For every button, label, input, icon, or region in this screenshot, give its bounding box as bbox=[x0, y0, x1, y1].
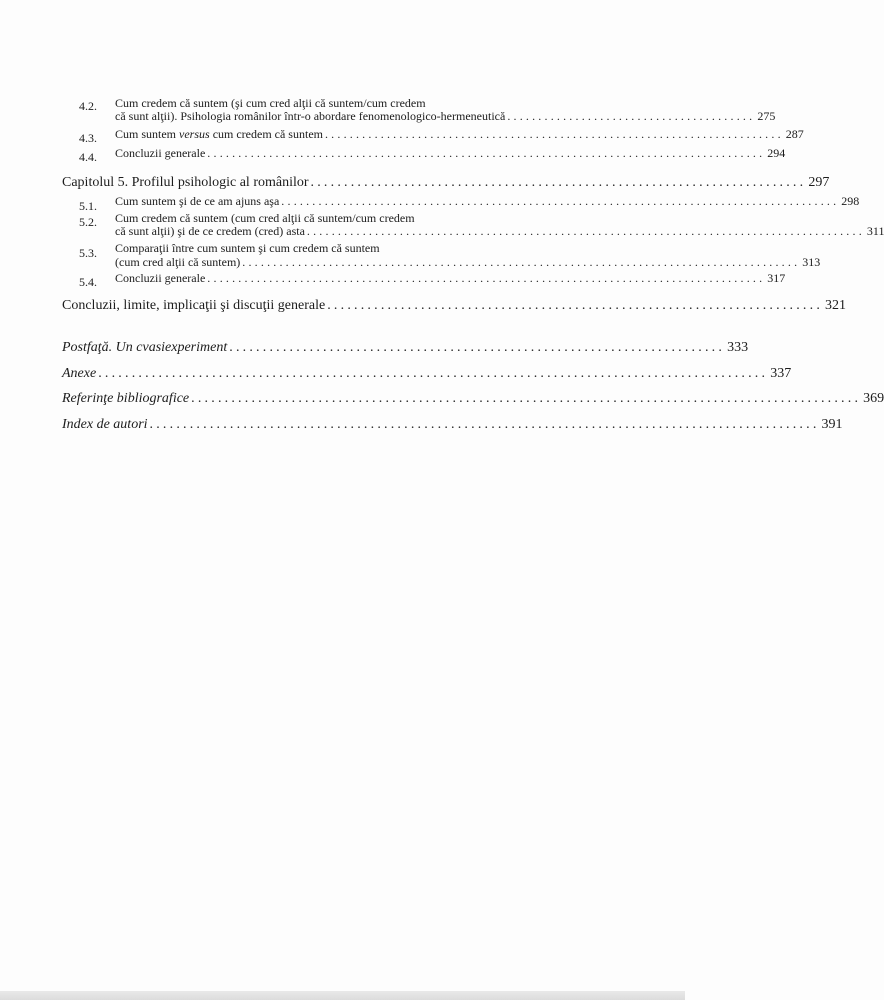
entry-title: Concluzii generale bbox=[115, 146, 206, 160]
entry-number: 4.4. bbox=[79, 150, 97, 164]
postface-title: Postfaţă. Un cvasiexperiment bbox=[62, 340, 228, 355]
leader-dots: ........................................ bbox=[507, 109, 756, 123]
leader-dots: .......................................................................................... bbox=[207, 271, 766, 285]
page-number: 333 bbox=[727, 340, 749, 355]
entry-title bbox=[115, 128, 323, 141]
entry-line bbox=[62, 417, 843, 433]
chapter-title: Capitolul 5. Profilul psihologic al românilor bbox=[62, 175, 309, 190]
leader-dots: .......................................................................... bbox=[229, 340, 726, 355]
leader-dots: .......................................................................................... bbox=[207, 146, 766, 160]
entry-title-line1: Cum credem că suntem (cum cred alţii că suntem/cum credem bbox=[115, 211, 415, 225]
leader-dots: .......................................................................................... bbox=[242, 255, 801, 269]
entry-line bbox=[115, 109, 776, 123]
references-title: Referinţe bibliografice bbox=[62, 391, 190, 406]
page-number: 311 bbox=[866, 224, 884, 238]
title-part: Cum suntem bbox=[115, 127, 180, 141]
entry-title: Cum suntem şi de ce am ajuns aşa bbox=[115, 194, 280, 208]
leader-dots: .......................................................................... bbox=[310, 175, 807, 190]
entry-line bbox=[115, 127, 804, 141]
page-number: 298 bbox=[841, 194, 860, 208]
page-number: 287 bbox=[785, 127, 804, 141]
entry-line bbox=[62, 391, 884, 407]
page-bottom-edge bbox=[0, 991, 685, 1000]
page-number: 317 bbox=[767, 271, 786, 285]
leader-dots: .................................................................................................... bbox=[191, 391, 862, 406]
leader-dots: .................................................................................................... bbox=[149, 417, 820, 432]
section-title: Concluzii, limite, implicaţii şi discuţii generale bbox=[62, 298, 326, 313]
page-number: 297 bbox=[808, 175, 830, 190]
entry-title-line1: Cum credem că suntem (şi cum cred alţii că suntem/cum credem bbox=[115, 96, 426, 110]
entry-line bbox=[62, 298, 847, 314]
leader-dots: .......................................................................................... bbox=[281, 194, 840, 208]
entry-line bbox=[62, 366, 792, 382]
leader-dots: .................................................................................................... bbox=[98, 366, 769, 381]
page-number: 337 bbox=[770, 366, 792, 381]
author-index-title: Index de autori bbox=[62, 417, 148, 432]
page-number: 369 bbox=[863, 391, 884, 406]
page-number: 275 bbox=[757, 109, 776, 123]
page-number: 313 bbox=[802, 255, 821, 269]
entry-number: 5.4. bbox=[79, 275, 97, 289]
entry-title-line2: (cum cred alţii că suntem) bbox=[115, 255, 241, 269]
entry-line bbox=[62, 340, 749, 356]
entry-title-line1: Comparaţii între cum suntem şi cum credem că suntem bbox=[115, 241, 380, 255]
entry-number: 4.3. bbox=[79, 131, 97, 145]
leader-dots: .......................................................................................... bbox=[306, 224, 865, 238]
leader-dots: .......................................................................... bbox=[324, 127, 784, 141]
entry-line bbox=[115, 194, 860, 208]
entry-line bbox=[62, 175, 830, 191]
entry-number: 4.2. bbox=[79, 99, 97, 113]
entry-title-line2: că sunt alţii) şi de ce credem (cred) asta bbox=[115, 224, 305, 238]
entry-line bbox=[115, 271, 786, 285]
page-number: 294 bbox=[767, 146, 786, 160]
entry-number: 5.1. bbox=[79, 199, 97, 213]
leader-dots: .......................................................................... bbox=[327, 298, 824, 313]
entry-line bbox=[115, 146, 786, 160]
entry-line bbox=[115, 255, 821, 269]
page-number: 391 bbox=[821, 417, 843, 432]
entry-number: 5.2. bbox=[79, 215, 97, 229]
entry-title: Concluzii generale bbox=[115, 271, 206, 285]
entry-line bbox=[115, 224, 884, 238]
entry-title-line2: că sunt alţii). Psihologia românilor într-o abordare fenomenologico-hermeneutică bbox=[115, 109, 506, 123]
title-part: cum credem că suntem bbox=[209, 127, 323, 141]
title-emphasis: versus bbox=[179, 127, 210, 141]
annexes-title: Anexe bbox=[62, 366, 97, 381]
entry-number: 5.3. bbox=[79, 246, 97, 260]
page-number: 321 bbox=[825, 298, 847, 313]
